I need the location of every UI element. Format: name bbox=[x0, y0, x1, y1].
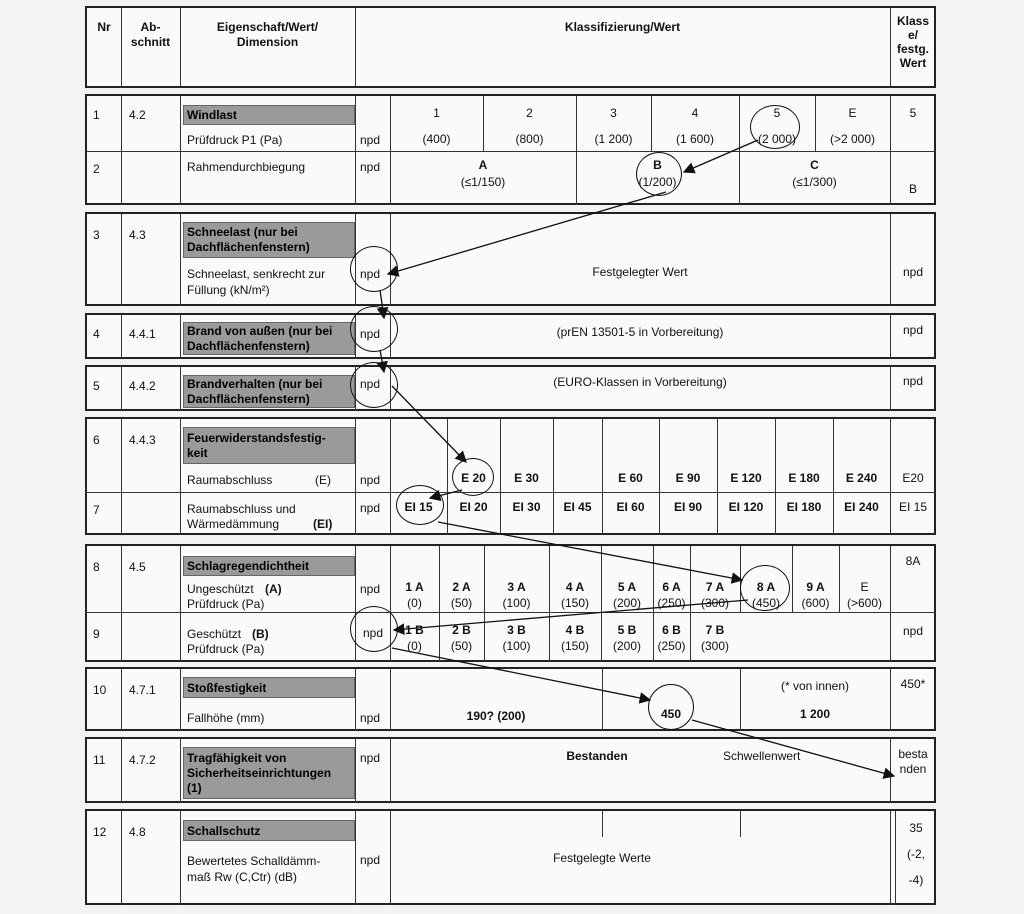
r8-code: (A) bbox=[265, 582, 282, 596]
circle-r4-npd bbox=[350, 306, 398, 352]
r9-value-1b: (0) bbox=[407, 639, 422, 653]
block-schallschutz bbox=[85, 809, 936, 905]
circle-ei15 bbox=[396, 485, 444, 525]
r5-title-2: Dachflächenfenstern) bbox=[187, 392, 310, 406]
r2-value-b: (1/200) bbox=[638, 175, 677, 189]
r8-class-1a: 1 A bbox=[405, 580, 424, 594]
circle-windlast-5 bbox=[750, 105, 800, 149]
r9-class-4b: 4 B bbox=[565, 623, 585, 637]
r8-value-1a: (0) bbox=[407, 596, 422, 610]
r7-class-ei180: EI 180 bbox=[786, 500, 822, 514]
r6-class-e240: E 240 bbox=[845, 471, 878, 485]
r8-class-5a: 5 A bbox=[617, 580, 637, 594]
r8-class-8a: 8 A bbox=[756, 580, 776, 594]
r2-label: Rahmendurchbiegung bbox=[187, 160, 306, 174]
r8-title: Schlagregendichtheit bbox=[187, 559, 310, 573]
r7-class-ei120: EI 120 bbox=[728, 500, 764, 514]
r4-result: npd bbox=[902, 323, 924, 337]
r1-value-5: (2 000) bbox=[757, 132, 797, 146]
r11-result-1: besta bbox=[898, 747, 928, 761]
r2-value-a: (≤1/150) bbox=[460, 175, 506, 189]
r2-npd: npd bbox=[360, 160, 381, 174]
circle-r9-npd bbox=[350, 606, 398, 652]
r11-result-2: nden bbox=[899, 762, 927, 776]
r6-class-e20: E 20 bbox=[461, 471, 486, 485]
r1-class-1: 1 bbox=[433, 106, 440, 120]
r8-class-2a: 2 A bbox=[452, 580, 471, 594]
r6-abschnitt: 4.4.3 bbox=[129, 433, 156, 447]
r5-abschnitt: 4.4.2 bbox=[129, 379, 156, 393]
r9-class-2b: 2 B bbox=[452, 623, 471, 637]
r2-class-c: C bbox=[810, 158, 819, 172]
r6-class-e90: E 90 bbox=[675, 471, 701, 485]
block-tragfaehigkeit bbox=[85, 737, 936, 803]
r3-title-1: Schneelast (nur bei bbox=[187, 225, 298, 239]
r6-result: E20 bbox=[902, 471, 924, 485]
r11-note: Schwellenwert bbox=[723, 749, 801, 763]
block-brand-aussen bbox=[85, 313, 936, 359]
r8-value-7a: (300) bbox=[700, 596, 729, 610]
r10-note: (* von innen) bbox=[780, 679, 850, 693]
r6-nr: 6 bbox=[93, 433, 100, 447]
r9-value-7b: (300) bbox=[700, 639, 729, 653]
header-klasse-2: e/ bbox=[907, 28, 918, 42]
r12-npd: npd bbox=[360, 853, 381, 867]
circle-r5-npd bbox=[350, 362, 398, 408]
block-schneelast bbox=[85, 212, 936, 306]
header-nr: Nr bbox=[97, 20, 111, 34]
r3-label-1: Schneelast, senkrecht zur bbox=[187, 267, 326, 281]
r6-class-e60: E 60 bbox=[618, 471, 643, 485]
circle-r3-npd bbox=[350, 246, 398, 292]
r10-value-3: 1 200 bbox=[799, 707, 831, 721]
r6-npd: npd bbox=[360, 473, 381, 487]
r10-nr: 10 bbox=[93, 683, 107, 697]
r4-value: (prEN 13501-5 in Vorbereitung) bbox=[556, 325, 724, 339]
r10-value-1: 190? (200) bbox=[466, 709, 526, 723]
r8-label-2: Prüfdruck (Pa) bbox=[187, 597, 265, 611]
r11-title-3: (1) bbox=[187, 781, 202, 795]
header-klasse-3: festg. bbox=[896, 42, 929, 56]
r12-result-2: (-2, bbox=[907, 847, 925, 861]
r10-label: Fallhöhe (mm) bbox=[187, 711, 265, 725]
r9-value-6b: (250) bbox=[657, 639, 686, 653]
r9-code: (B) bbox=[252, 627, 269, 641]
r9-class-7b: 7 B bbox=[705, 623, 725, 637]
circle-8a bbox=[740, 565, 790, 611]
r8-class-6a: 6 A bbox=[662, 580, 681, 594]
block-brandverhalten bbox=[85, 365, 936, 411]
r9-class-6b: 6 B bbox=[662, 623, 681, 637]
r7-class-ei45: EI 45 bbox=[563, 500, 592, 514]
circle-rahmen-b bbox=[636, 152, 682, 196]
header-klasse-4: Wert bbox=[899, 56, 927, 70]
r10-result: 450* bbox=[900, 677, 926, 691]
r10-value-2: 450 bbox=[660, 707, 682, 721]
r7-code: (EI) bbox=[313, 517, 333, 531]
r11-nr: 11 bbox=[93, 753, 106, 767]
header-klasse-1: Klass bbox=[896, 14, 930, 28]
r6-class-e120: E 120 bbox=[730, 471, 762, 485]
r3-nr: 3 bbox=[93, 228, 100, 242]
r3-title-2: Dachflächenfenstern) bbox=[187, 240, 310, 254]
r11-title-1: Tragfähigkeit von bbox=[187, 751, 287, 765]
r1-result: 5 bbox=[909, 106, 917, 120]
r2-result: B bbox=[908, 182, 917, 196]
r11-value: Bestanden bbox=[566, 749, 628, 763]
r7-class-ei90: EI 90 bbox=[673, 500, 703, 514]
r9-nr: 9 bbox=[93, 627, 100, 641]
r1-class-2: 2 bbox=[526, 106, 533, 120]
r1-class-5: 5 bbox=[773, 106, 781, 120]
r8-value-9a: (600) bbox=[801, 596, 830, 610]
r8-npd: npd bbox=[360, 582, 381, 596]
header-klassifizierung: Klassifizierung/Wert bbox=[564, 20, 681, 34]
header-eigenschaft-1: Eigenschaft/Wert/ bbox=[216, 20, 319, 34]
r1-title: Windlast bbox=[187, 108, 237, 122]
r7-label-2: Wärmedämmung bbox=[187, 517, 280, 531]
r7-nr: 7 bbox=[93, 503, 100, 517]
r2-class-b: B bbox=[653, 158, 662, 172]
r11-npd: npd bbox=[360, 751, 381, 765]
r7-class-ei60: EI 60 bbox=[616, 500, 645, 514]
r9-class-3b: 3 B bbox=[507, 623, 526, 637]
r8-value-e: (>600) bbox=[846, 596, 883, 610]
r3-label-2: Füllung (kN/m²) bbox=[187, 283, 270, 297]
r1-value-4: (1 600) bbox=[675, 132, 715, 146]
r9-value-3b: (100) bbox=[502, 639, 531, 653]
r8-class-e: E bbox=[860, 580, 869, 594]
r11-abschnitt: 4.7.2 bbox=[129, 753, 156, 767]
r4-title-1: Brand von außen (nur bei bbox=[187, 324, 333, 338]
r9-label-2: Prüfdruck (Pa) bbox=[187, 642, 265, 656]
r4-nr: 4 bbox=[93, 327, 100, 341]
r12-nr: 12 bbox=[93, 825, 107, 839]
r12-title: Schallschutz bbox=[187, 824, 261, 838]
r12-label-1: Bewertetes Schalldämm- bbox=[187, 854, 321, 868]
r8-class-4a: 4 A bbox=[565, 580, 585, 594]
r5-npd: npd bbox=[360, 377, 381, 391]
r9-label-1: Geschützt bbox=[187, 627, 242, 641]
r6-code: (E) bbox=[315, 473, 331, 487]
r8-value-4a: (150) bbox=[560, 596, 589, 610]
r3-npd: npd bbox=[360, 267, 381, 281]
r1-class-6: E bbox=[848, 106, 857, 120]
r8-value-6a: (250) bbox=[657, 596, 686, 610]
r12-abschnitt: 4.8 bbox=[129, 825, 146, 839]
r9-result: npd bbox=[902, 624, 924, 638]
r10-title: Stoßfestigkeit bbox=[187, 681, 267, 695]
circle-e20 bbox=[452, 458, 494, 496]
r7-npd: npd bbox=[360, 501, 381, 515]
r7-result: EI 15 bbox=[898, 500, 928, 514]
r8-value-3a: (100) bbox=[502, 596, 531, 610]
block-schlagregen bbox=[85, 544, 936, 662]
r6-label: Raumabschluss bbox=[187, 473, 273, 487]
circle-450 bbox=[648, 684, 694, 730]
header-eigenschaft-2: Dimension bbox=[236, 35, 299, 49]
r1-label: Prüfdruck P1 (Pa) bbox=[187, 133, 283, 147]
r2-class-a: A bbox=[478, 158, 488, 172]
r1-value-3: (1 200) bbox=[594, 132, 633, 146]
r9-npd: npd bbox=[363, 626, 384, 640]
r8-value-2a: (50) bbox=[450, 596, 473, 610]
r4-abschnitt: 4.4.1 bbox=[129, 327, 156, 341]
r6-title-1: Feuerwiderstandsfestig- bbox=[187, 431, 326, 445]
r8-class-3a: 3 A bbox=[507, 580, 526, 594]
r10-abschnitt: 4.7.1 bbox=[129, 683, 156, 697]
r8-nr: 8 bbox=[93, 560, 100, 574]
r9-value-2b: (50) bbox=[450, 639, 473, 653]
r8-label-1: Ungeschützt bbox=[187, 582, 254, 596]
r8-value-8a: (450) bbox=[751, 596, 780, 610]
r5-result: npd bbox=[902, 374, 924, 388]
r12-label-2: maß Rw (C,Ctr) (dB) bbox=[187, 870, 297, 884]
r9-class-1b: 1 B bbox=[405, 623, 424, 637]
r1-class-4: 4 bbox=[691, 106, 699, 120]
r9-value-4b: (150) bbox=[560, 639, 589, 653]
r1-value-6: (>2 000) bbox=[829, 132, 876, 146]
r1-nr: 1 bbox=[93, 108, 100, 122]
r6-class-e30: E 30 bbox=[514, 471, 539, 485]
r10-npd: npd bbox=[360, 711, 381, 725]
r4-title-2: Dachflächenfenstern) bbox=[187, 339, 310, 353]
r2-value-c: (≤1/300) bbox=[792, 175, 837, 189]
r1-abschnitt: 4.2 bbox=[129, 108, 146, 122]
r12-result-3: -4) bbox=[908, 873, 924, 887]
header-abschnitt-1: Ab- bbox=[140, 20, 161, 34]
header-abschnitt-2: schnitt bbox=[130, 35, 171, 49]
r9-class-5b: 5 B bbox=[617, 623, 637, 637]
r8-value-5a: (200) bbox=[612, 596, 641, 610]
r3-value: Festgelegter Wert bbox=[592, 265, 688, 279]
r5-title-1: Brandverhalten (nur bei bbox=[187, 377, 323, 391]
r5-nr: 5 bbox=[93, 379, 100, 393]
r6-class-e180: E 180 bbox=[788, 471, 820, 485]
r7-class-ei240: EI 240 bbox=[844, 500, 879, 514]
r12-result-1: 35 bbox=[909, 821, 923, 835]
r3-result: npd bbox=[902, 265, 924, 279]
r2-nr: 2 bbox=[93, 162, 100, 176]
block-stossfestigkeit bbox=[85, 667, 936, 731]
r1-npd: npd bbox=[360, 133, 381, 147]
r1-value-1: (400) bbox=[422, 132, 451, 146]
r8-abschnitt: 4.5 bbox=[129, 560, 146, 574]
r8-class-7a: 7 A bbox=[705, 580, 725, 594]
r4-npd: npd bbox=[360, 327, 381, 341]
r11-title-2: Sicherheitseinrichtungen bbox=[187, 766, 332, 780]
r7-label-1: Raumabschluss und bbox=[187, 502, 296, 516]
r1-value-2: (800) bbox=[515, 132, 544, 146]
header-block bbox=[85, 6, 936, 88]
block-feuerwiderstand bbox=[85, 417, 936, 535]
r8-result: 8A bbox=[905, 554, 921, 568]
block-windlast bbox=[85, 94, 936, 205]
r7-class-ei15: EI 15 bbox=[404, 500, 433, 514]
r7-class-ei30: EI 30 bbox=[512, 500, 541, 514]
r8-class-9a: 9 A bbox=[806, 580, 825, 594]
r12-value: Festgelegte Werte bbox=[553, 851, 651, 865]
r1-class-3: 3 bbox=[610, 106, 617, 120]
r3-abschnitt: 4.3 bbox=[129, 228, 146, 242]
r5-value: (EURO-Klassen in Vorbereitung) bbox=[553, 375, 727, 389]
r9-value-5b: (200) bbox=[612, 639, 641, 653]
r6-title-2: keit bbox=[187, 446, 208, 460]
r7-class-ei20: EI 20 bbox=[459, 500, 488, 514]
